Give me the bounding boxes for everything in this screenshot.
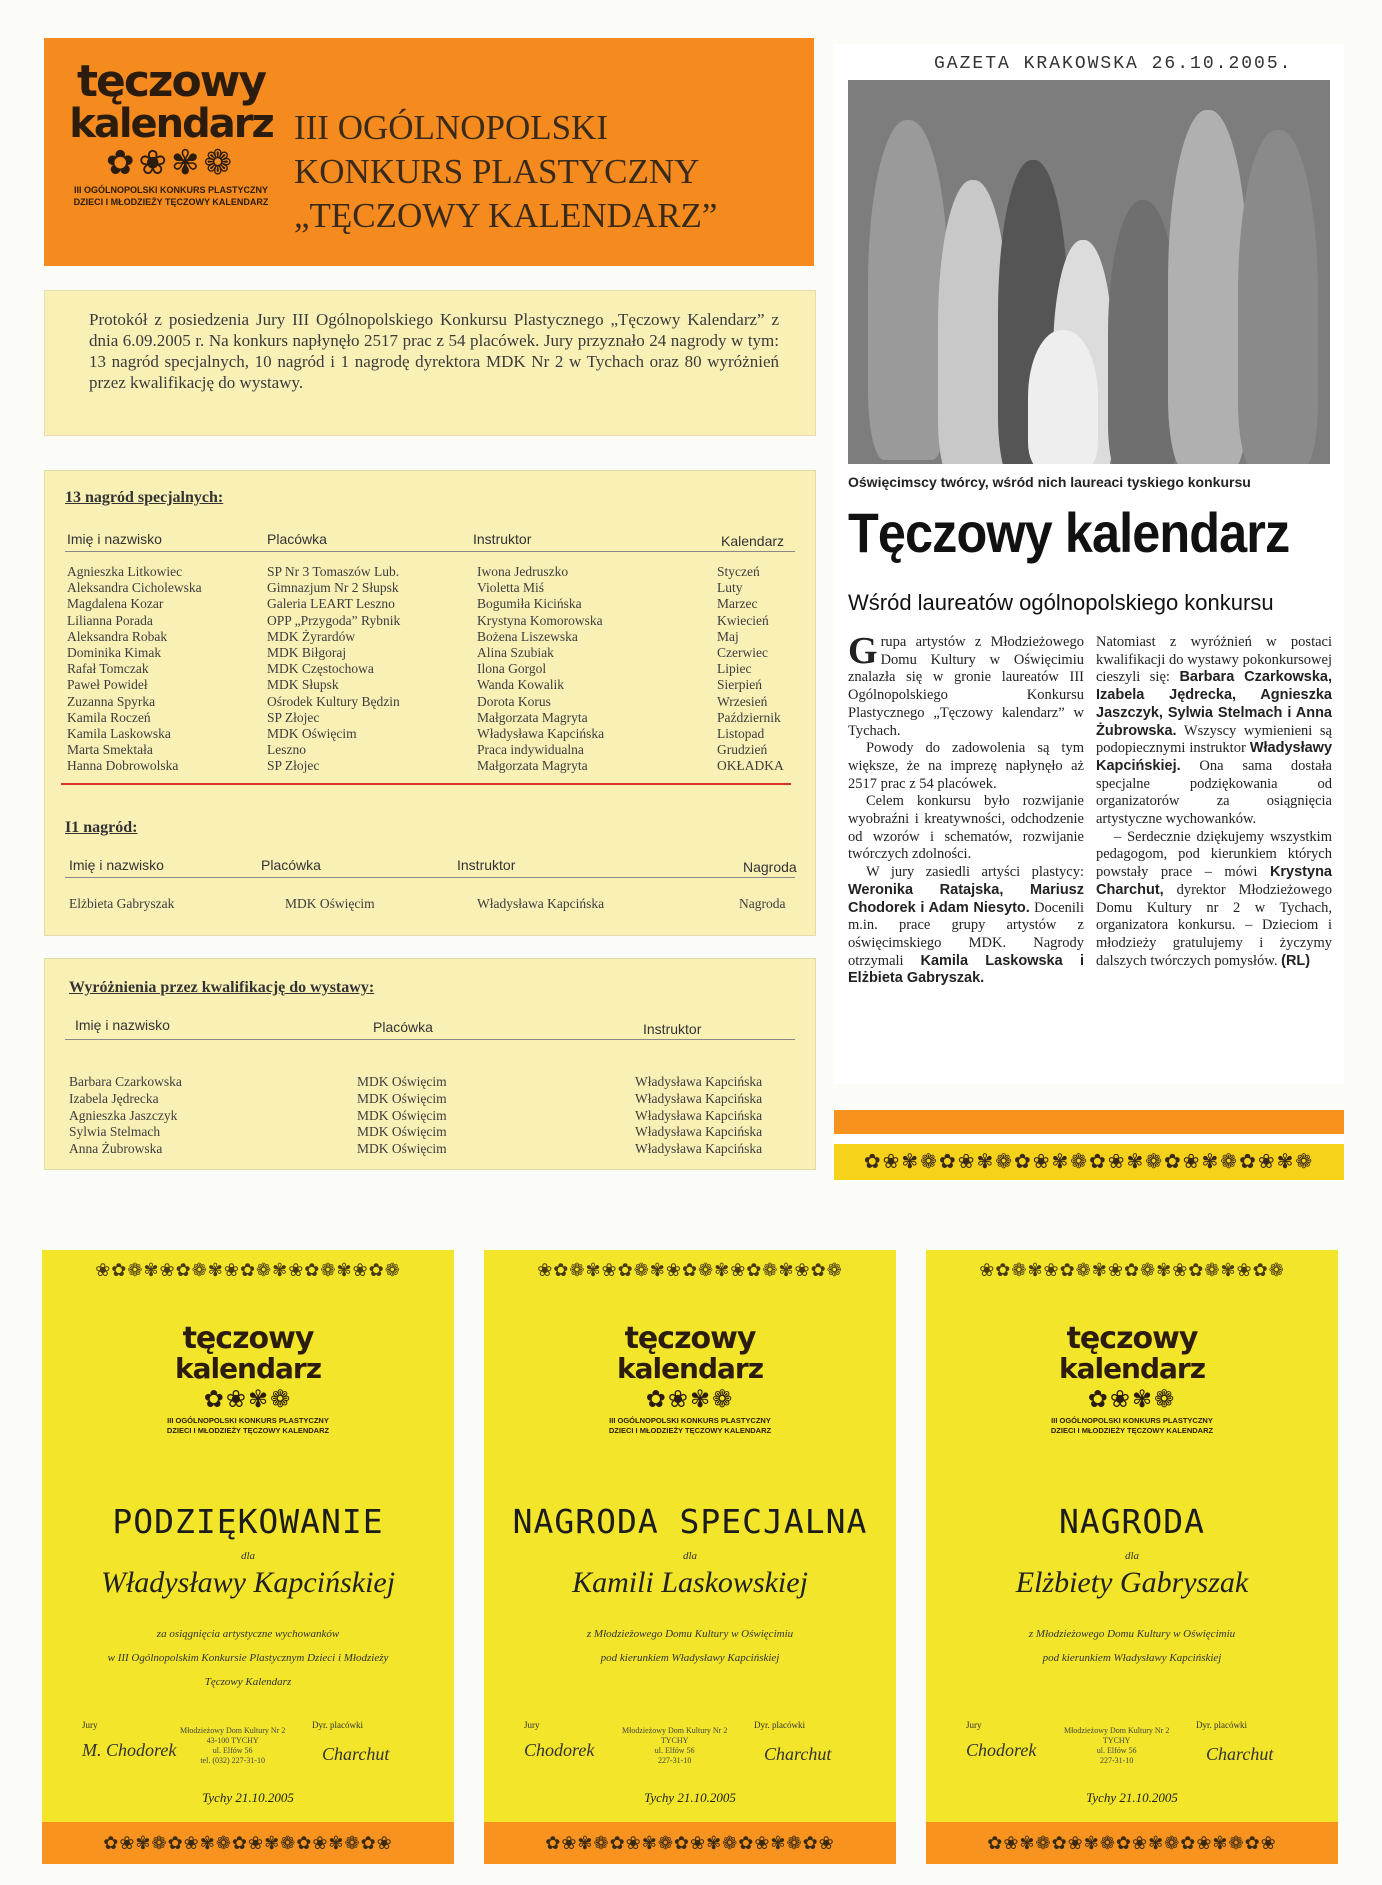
prize-title: I1 nagród: bbox=[65, 819, 138, 836]
cell-institution: SP Złojec bbox=[267, 758, 320, 774]
cell-name: Dominika Kimak bbox=[67, 645, 162, 660]
cell-instructor: Bogumiła Kicińska bbox=[477, 596, 582, 612]
contest-title bbox=[294, 106, 804, 238]
prize-award: Nagroda bbox=[739, 896, 786, 911]
cell-institution: Leszno bbox=[267, 742, 306, 758]
jury-protocol bbox=[44, 290, 816, 436]
certificate-dla: dla bbox=[682, 1550, 698, 1562]
cell-instructor: Wanda Kowalik bbox=[477, 677, 565, 693]
cell-institution: MDK Żyrardów bbox=[267, 628, 356, 644]
certificate-body bbox=[504, 1622, 876, 1670]
col1-paragraph-1: rupa artystów z Młodzieżowego Domu Kultury w Oświęcimiu znalazła się w gronie laureatów III Ogólnopolskiego Konkursu Plastycznego „Tęczowy kalendarz” w Tychach. bbox=[848, 634, 1084, 739]
cell-calendar: Luty bbox=[717, 580, 743, 596]
col2-paragraph-1a: Natomiast z wyróżnień w postaci kwalifikacji do wystawy pokonkursowej cieszyli się: bbox=[1096, 634, 1332, 686]
logo-subtitle-2: DZIECI I MŁODZIEŻY TĘCZOWY KALENDARZ bbox=[166, 1426, 330, 1435]
cell-calendar: Grudzień bbox=[717, 742, 768, 758]
certificate-logo bbox=[42, 1321, 454, 1436]
distinction-names: Barbara Czarkowska, Izabela Jędrecka, Agnieszka Jaszczyk, Sylwia Stelmach i Anna Żubrowska. bbox=[1096, 669, 1333, 739]
article-column-1 bbox=[848, 630, 1085, 988]
cell-name: Agnieszka Jaszczyk bbox=[69, 1107, 178, 1123]
cell-name: Sylwia Stelmach bbox=[69, 1124, 161, 1140]
cell-calendar: Sierpień bbox=[717, 677, 762, 693]
contest-title-line-2: KONKURS PLASTYCZNY bbox=[294, 152, 700, 191]
recipient-name: Elżbiety Gabryszak bbox=[1015, 1566, 1249, 1599]
decorative-strip bbox=[834, 1110, 1344, 1182]
certificate-body-line: pod kierunkiem Władysławy Kapcińskiej bbox=[1042, 1652, 1222, 1664]
logo-subtitle-1: III OGÓLNOPOLSKI KONKURS PLASTYCZNY bbox=[1051, 1416, 1213, 1425]
jury-signature: Chodorek bbox=[524, 1740, 595, 1760]
instructor-name: Władysławy Kapcińskiej. bbox=[1096, 740, 1333, 774]
cell-calendar: Wrzesień bbox=[717, 693, 768, 709]
director-label: Dyr. placówki bbox=[754, 1720, 805, 1730]
cell-name: Hanna Dobrowolska bbox=[67, 758, 179, 774]
cell-instructor: Violetta Miś bbox=[477, 580, 545, 596]
cell-name: Kamila Roczeń bbox=[67, 709, 151, 725]
flower-icons: ✿❀✾❁ bbox=[645, 1387, 735, 1413]
protocol-text: Protokół z posiedzenia Jury III Ogólnopolskiego Konkursu Plastycznego „Tęczowy Kalendarz” z dnia 6.09.2005 r. Na konkurs napłynęło 2517 prac z 54 placówek. Jury przyznało 24 nagrody w tym: 13 nagród specjalnych, 10 nagród i 1 nagrodę dyrektora MDK Nr 2 w Tychach oraz 80 wyróżnień przez kwalifikację do wystawy. bbox=[89, 310, 779, 392]
cell-name: Marta Smektała bbox=[67, 742, 153, 758]
prize-col-name: Imię i nazwisko bbox=[69, 857, 164, 873]
cell-institution: MDK Częstochowa bbox=[267, 661, 374, 677]
awards-list bbox=[44, 470, 816, 936]
logo-subtitle-2: DZIECI I MŁODZIEŻY TĘCZOWY KALENDARZ bbox=[1050, 1426, 1214, 1435]
flower-icons: ✿❀✾❁ bbox=[1087, 1387, 1177, 1413]
flower-icons: ✿❀✾❁ bbox=[203, 1387, 293, 1413]
certificate-title: NAGRODA SPECJALNA bbox=[512, 1502, 868, 1541]
certificate-date: Tychy 21.10.2005 bbox=[644, 1790, 736, 1805]
certificate-body-line: za osiągnięcia artystyczne wychowanków bbox=[156, 1628, 340, 1640]
certificate-dla: dla bbox=[240, 1550, 256, 1562]
director-signature: Charchut bbox=[1206, 1744, 1274, 1764]
prize-divider bbox=[65, 877, 795, 878]
photo-figure bbox=[868, 120, 948, 460]
col1-paragraph-4c: Docenili m.in. prace grupy artystów z oświęcimskiego MDK. Nagrody otrzymali bbox=[848, 899, 1084, 969]
cell-name: Paweł Powideł bbox=[67, 677, 148, 693]
prize-name: Elżbieta Gabryszak bbox=[69, 896, 175, 911]
col1-paragraph-2: Powody do zadowolenia są tym większe, że na imprezę napłynęło aż 2517 prac z 54 placówek. bbox=[848, 740, 1084, 792]
cell-institution: OPP „Przygoda” Rybnik bbox=[267, 612, 401, 628]
dist-col-name: Imię i nazwisko bbox=[75, 1017, 170, 1033]
director-name: Krystyna Charchut, bbox=[1096, 864, 1332, 898]
logo-word-teczowy: tęczowy bbox=[182, 1321, 314, 1356]
dist-col-instructor: Instruktor bbox=[643, 1021, 702, 1037]
certificate-body-line: z Młodzieżowego Domu Kultury w Oświęcimiu bbox=[586, 1628, 794, 1640]
cell-institution: MDK Oświęcim bbox=[357, 1090, 447, 1106]
cell-instructor: Małgorzata Magryta bbox=[477, 709, 588, 725]
article-column-2 bbox=[1096, 634, 1332, 970]
cell-name: Agnieszka Litkowiec bbox=[67, 564, 183, 579]
logo-word-kalendarz: kalendarz bbox=[174, 1352, 322, 1385]
cell-instructor: Władysława Kapcińska bbox=[635, 1107, 763, 1123]
logo-word-kalendarz: kalendarz bbox=[69, 101, 273, 147]
dist-col-institution: Placówka bbox=[373, 1019, 433, 1035]
certificate-footer-band: ✿❀✾❁✿❀✾❁✿❀✾❁✿❀✾❁✿❀ bbox=[926, 1822, 1338, 1864]
cell-name: Anna Żubrowska bbox=[69, 1141, 163, 1157]
stamp-line: TYCHY bbox=[1102, 1736, 1131, 1745]
stamp-line: 227-31-10 bbox=[1100, 1756, 1134, 1765]
cell-institution: MDK Oświęcim bbox=[357, 1124, 447, 1140]
col2-paragraph-2a: – Serdecznie dziękujemy wszystkim pedagogom, pod kierunkiem których powstały prace – mówi bbox=[1096, 828, 1332, 881]
contest-title-line-1: III OGÓLNOPOLSKI bbox=[294, 108, 608, 147]
group-photo bbox=[848, 80, 1330, 464]
col-header-instructor: Instruktor bbox=[473, 531, 532, 547]
contest-title-line-3: „TĘCZOWY KALENDARZ” bbox=[294, 196, 718, 235]
cell-calendar: Lipiec bbox=[717, 661, 752, 677]
cell-instructor: Władysława Kapcińska bbox=[635, 1141, 763, 1157]
cell-calendar: Maj bbox=[717, 628, 739, 644]
cell-name: Izabela Jędrecka bbox=[69, 1090, 159, 1106]
cell-instructor: Władysława Kapcińska bbox=[477, 726, 605, 741]
certificate bbox=[926, 1250, 1338, 1864]
certificate-title: PODZIĘKOWANIE bbox=[112, 1502, 384, 1541]
cell-instructor: Krystyna Komorowska bbox=[477, 612, 603, 628]
logo-subtitle-1: III OGÓLNOPOLSKI KONKURS PLASTYCZNY bbox=[73, 185, 268, 195]
cell-name: Zuzanna Spyrka bbox=[67, 693, 156, 709]
distinctions-title: Wyróżnienia przez kwalifikację do wystawy: bbox=[69, 979, 375, 996]
cell-instructor: Małgorzata Magryta bbox=[477, 758, 588, 774]
cell-name: Rafał Tomczak bbox=[67, 661, 149, 677]
col-header-name: Imię i nazwisko bbox=[67, 531, 162, 547]
newspaper-source: GAZETA KRAKOWSKA 26.10.2005. bbox=[934, 54, 1293, 74]
certificate-body bbox=[946, 1622, 1318, 1670]
cell-name: Aleksandra Cicholewska bbox=[67, 580, 202, 596]
stamp-line: 43-100 TYCHY bbox=[206, 1736, 259, 1745]
cell-name: Barbara Czarkowska bbox=[69, 1074, 182, 1089]
cell-instructor: Dorota Korus bbox=[477, 693, 551, 709]
jury-label: Jury bbox=[524, 1720, 540, 1730]
stamp-line: Młodzieżowy Dom Kultury Nr 2 bbox=[622, 1726, 728, 1735]
cell-name: Lilianna Porada bbox=[67, 612, 153, 628]
certificate-body bbox=[62, 1622, 434, 1694]
cell-institution: MDK Słupsk bbox=[267, 677, 339, 693]
photo-caption: Oświęcimscy twórcy, wśród nich laureaci tyskiego konkursu bbox=[848, 474, 1251, 490]
certificate-logo bbox=[484, 1321, 896, 1436]
col2-paragraph-1c: Wszyscy wymienieni są podopiecznymi instruktor bbox=[1096, 722, 1332, 757]
director-signature: Charchut bbox=[322, 1744, 390, 1764]
cell-instructor: Praca indywidualna bbox=[477, 742, 584, 758]
certificate-date: Tychy 21.10.2005 bbox=[202, 1790, 294, 1805]
logo-word-kalendarz: kalendarz bbox=[616, 1352, 764, 1385]
logo-subtitle-1: III OGÓLNOPOLSKI KONKURS PLASTYCZNY bbox=[167, 1416, 329, 1425]
certificate-body-line: pod kierunkiem Władysławy Kapcińskiej bbox=[600, 1652, 780, 1664]
flower-border-icons: ❀✿❁✾❀✿❁✾❀✿❁✾❀✿❁✾❀✿❁ bbox=[95, 1260, 401, 1280]
cell-institution: Gimnazjum Nr 2 Słupsk bbox=[267, 580, 399, 596]
cell-instructor: Władysława Kapcińska bbox=[635, 1074, 763, 1089]
cell-instructor: Bożena Liszewska bbox=[477, 628, 578, 644]
cell-instructor: Władysława Kapcińska bbox=[635, 1090, 763, 1106]
col2-paragraph-1e: Ona sama dostała specjalne podziękowania od organizatorów za osiągnięcia artystyczne wychowanków. bbox=[1096, 757, 1332, 828]
jury-label: Jury bbox=[82, 1720, 98, 1730]
cell-institution: SP Nr 3 Tomaszów Lub. bbox=[267, 564, 400, 579]
strip-orange-band bbox=[834, 1110, 1344, 1134]
certificate-dla: dla bbox=[1124, 1550, 1140, 1562]
director-signature: Charchut bbox=[764, 1744, 832, 1764]
dist-divider bbox=[65, 1039, 795, 1040]
logo-word-teczowy: tęczowy bbox=[624, 1321, 756, 1356]
red-underline bbox=[61, 783, 791, 785]
photo-figure bbox=[1028, 330, 1098, 464]
certificate-body-line: Tęczowy Kalendarz bbox=[204, 1676, 292, 1688]
cell-institution: MDK Oświęcim bbox=[357, 1141, 447, 1157]
stamp-line: 227-31-10 bbox=[658, 1756, 692, 1765]
institution-stamp bbox=[1064, 1726, 1169, 1766]
cell-calendar: Styczeń bbox=[717, 564, 760, 579]
newspaper-clipping bbox=[834, 44, 1344, 1084]
jury-signature: M. Chodorek bbox=[82, 1740, 177, 1760]
certificate-body-line: z Młodzieżowego Domu Kultury w Oświęcimiu bbox=[1028, 1628, 1236, 1640]
certificate-body-line: w III Ogólnopolskim Konkursie Plastycznym Dzieci i Młodzieży bbox=[107, 1652, 389, 1664]
contest-logo bbox=[66, 56, 276, 256]
prize-institution: MDK Oświęcim bbox=[285, 896, 375, 911]
prize-col-instructor: Instruktor bbox=[457, 857, 516, 873]
col-header-institution: Placówka bbox=[267, 531, 327, 547]
jury-label: Jury bbox=[966, 1720, 982, 1730]
certificate-footer-band: ✿❀✾❁✿❀✾❁✿❀✾❁✿❀✾❁✿❀ bbox=[484, 1822, 896, 1864]
article-headline: Tęczowy kalendarz bbox=[848, 501, 1290, 564]
certificate bbox=[484, 1250, 896, 1864]
article-subhead: Wśród laureatów ogólnopolskiego konkursu bbox=[848, 590, 1274, 615]
cell-calendar: OKŁADKA bbox=[717, 758, 784, 774]
logo-subtitle-2: DZIECI I MŁODZIEŻY TĘCZOWY KALENDARZ bbox=[608, 1426, 772, 1435]
cell-instructor: Władysława Kapcińska bbox=[635, 1124, 763, 1140]
cell-institution: MDK Oświęcim bbox=[357, 1107, 447, 1123]
photo-figure bbox=[1238, 130, 1318, 464]
drop-cap: G bbox=[848, 630, 878, 672]
cell-institution: SP Złojec bbox=[267, 709, 320, 725]
author-sign: (RL) bbox=[1281, 952, 1311, 969]
recipient-name: Władysławy Kapcińskiej bbox=[100, 1566, 396, 1599]
special-awards-title: 13 nagród specjalnych: bbox=[65, 489, 224, 506]
logo-word-teczowy: tęczowy bbox=[1066, 1321, 1198, 1356]
stamp-line: Młodzieżowy Dom Kultury Nr 2 bbox=[1064, 1726, 1170, 1735]
distinctions-list bbox=[44, 958, 816, 1170]
strip-flower-pattern: ✿❀✾❁✿❀✾❁✿❀✾❁✿❀✾❁✿❀✾❁✿❀✾❁ bbox=[834, 1144, 1344, 1180]
logo-word-teczowy: tęczowy bbox=[76, 56, 266, 107]
logo-subtitle-2: DZIECI I MŁODZIEŻY TĘCZOWY KALENDARZ bbox=[73, 197, 269, 207]
col1-paragraph-4a: W jury zasiedli artyści plastycy: bbox=[866, 864, 1084, 881]
jury-names: Weronika Ratajska, Mariusz Chodorek i Adam Niesyto. bbox=[848, 881, 1084, 916]
certificate-footer-band: ✿❀✾❁✿❀✾❁✿❀✾❁✿❀✾❁✿❀ bbox=[42, 1822, 454, 1864]
cell-institution: MDK Biłgoraj bbox=[267, 645, 347, 660]
institution-stamp bbox=[180, 1726, 285, 1766]
cell-institution: MDK Oświęcim bbox=[357, 1074, 447, 1089]
recipient-name: Kamili Laskowskiej bbox=[572, 1566, 808, 1599]
cell-name: Aleksandra Robak bbox=[67, 628, 168, 644]
cell-institution: MDK Oświęcim bbox=[267, 726, 357, 741]
institution-stamp bbox=[622, 1726, 727, 1766]
cell-calendar: Kwiecień bbox=[717, 612, 769, 628]
certificate-logo bbox=[926, 1321, 1338, 1436]
stamp-line: ul. Elfów 56 bbox=[654, 1746, 695, 1755]
cell-calendar: Listopad bbox=[717, 726, 765, 741]
prize-instructor: Władysława Kapcińska bbox=[477, 896, 605, 911]
certificate bbox=[42, 1250, 454, 1864]
certificate-date: Tychy 21.10.2005 bbox=[1086, 1790, 1178, 1805]
stamp-line: ul. Elfów 56 bbox=[212, 1746, 253, 1755]
cell-name: Magdalena Kozar bbox=[67, 596, 164, 612]
contest-header bbox=[44, 38, 814, 266]
cell-instructor: Ilona Gorgol bbox=[477, 661, 547, 677]
stamp-line: Młodzieżowy Dom Kultury Nr 2 bbox=[180, 1726, 286, 1735]
photo-figure bbox=[1168, 110, 1248, 464]
cell-institution: Ośrodek Kultury Będzin bbox=[267, 693, 400, 709]
prize-col-award: Nagroda bbox=[743, 859, 797, 875]
header-divider bbox=[65, 551, 795, 552]
logo-word-kalendarz: kalendarz bbox=[1058, 1352, 1206, 1385]
prize-col-institution: Placówka bbox=[261, 857, 321, 873]
flower-border-icons: ❀✿❁✾❀✿❁✾❀✿❁✾❀✿❁✾❀✿❁ bbox=[979, 1260, 1285, 1280]
director-label: Dyr. placówki bbox=[312, 1720, 363, 1730]
director-label: Dyr. placówki bbox=[1196, 1720, 1247, 1730]
cell-name: Kamila Laskowska bbox=[67, 726, 171, 741]
logo-subtitle-1: III OGÓLNOPOLSKI KONKURS PLASTYCZNY bbox=[609, 1416, 771, 1425]
stamp-line: TYCHY bbox=[660, 1736, 689, 1745]
winner-names: Kamila Laskowska i Elżbieta Gabryszak. bbox=[848, 952, 1085, 987]
col-header-calendar: Kalendarz bbox=[721, 533, 785, 549]
cell-instructor: Alina Szubiak bbox=[477, 645, 554, 660]
stamp-line: tel. (032) 227-31-10 bbox=[200, 1756, 265, 1765]
certificate-title: NAGRODA bbox=[1058, 1502, 1206, 1541]
cell-calendar: Czerwiec bbox=[717, 645, 768, 660]
cell-institution: Galeria LEART Leszno bbox=[267, 596, 395, 612]
jury-signature: Chodorek bbox=[966, 1740, 1037, 1760]
cell-instructor: Iwona Jedruszko bbox=[477, 564, 569, 579]
flower-icons: ✿❀✾❁ bbox=[106, 145, 236, 182]
cell-calendar: Październik bbox=[717, 709, 781, 725]
cell-calendar: Marzec bbox=[717, 596, 758, 612]
col2-paragraph-2c: dyrektor Młodzieżowego Domu Kultury nr 2 w Tychach, organizatora konkursu. – Dzieciom i młodzieży gratulujemy i życzymy dalszych twórczych pomysłów. bbox=[1096, 881, 1332, 969]
stamp-line: ul. Elfów 56 bbox=[1096, 1746, 1137, 1755]
col1-paragraph-3: Celem konkursu było rozwijanie wyobraźni i kreatywności, odchodzenie od wzorów i schematów, rozwijanie twórczych zdolności. bbox=[848, 793, 1084, 863]
flower-border-icons: ❀✿❁✾❀✿❁✾❀✿❁✾❀✿❁✾❀✿❁ bbox=[537, 1260, 843, 1280]
